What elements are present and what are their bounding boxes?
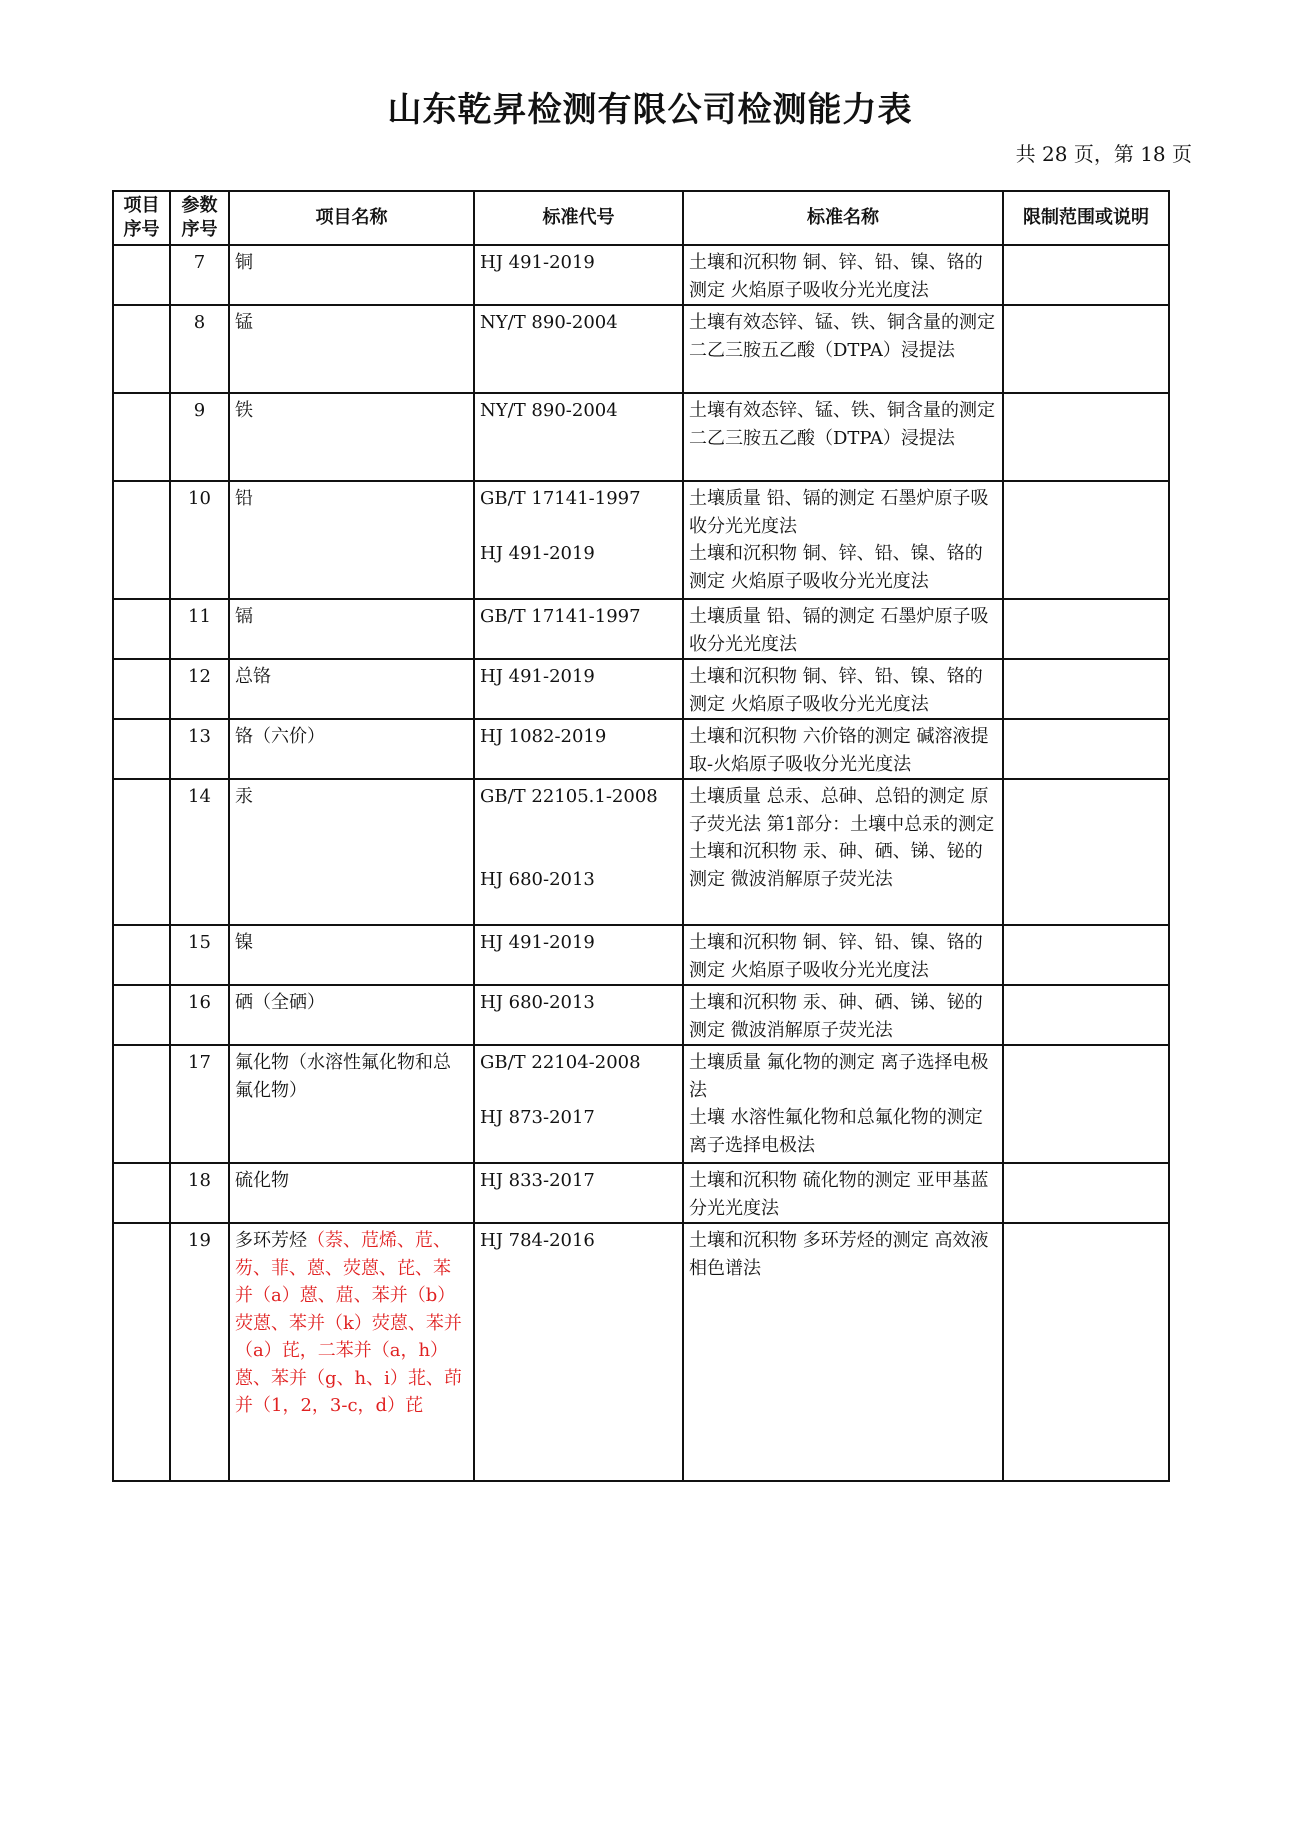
param-no-cell: 15 (170, 925, 229, 985)
param-no-cell: 18 (170, 1163, 229, 1223)
item-no-cell (113, 393, 170, 481)
standard-code: HJ 491-2019 (480, 543, 595, 564)
item-no-cell (113, 719, 170, 779)
standard-code: HJ 680-2013 (480, 868, 595, 890)
standard-name-cell: 土壤和沉积物 铜、锌、铅、镍、铬的测定 火焰原子吸收分光光度法 (683, 245, 1003, 305)
param-no-cell: 11 (170, 599, 229, 659)
table-row (113, 1163, 1169, 1223)
standard-name: 土壤 水溶性氟化物和总氟化物的测定 离子选择电极法 (689, 1107, 983, 1156)
table-row (113, 925, 1169, 985)
item-name-cell: 硒（全硒） (229, 985, 474, 1045)
item-name-cell: 铬（六价） (229, 719, 474, 779)
limit-cell (1003, 1045, 1169, 1163)
standard-code: HJ 491-2019 (480, 932, 595, 953)
table-row (113, 985, 1169, 1045)
item-no-cell (113, 985, 170, 1045)
standard-name-cell: 土壤和沉积物 六价铬的测定 碱溶液提取-火焰原子吸收分光光度法 (683, 719, 1003, 779)
standard-code: HJ 873-2017 (480, 1107, 595, 1128)
header-item-no: 项目序号 (113, 191, 170, 245)
item-name-cell: 铜 (229, 245, 474, 305)
table-row (113, 1045, 1169, 1163)
table-header-row (113, 191, 1169, 245)
standard-code: HJ 680-2013 (480, 992, 595, 1013)
limit-cell (1003, 659, 1169, 719)
standard-name-cell: 土壤和沉积物 铜、锌、铅、镍、铬的测定 火焰原子吸收分光光度法 (683, 925, 1003, 985)
standard-code-cell (474, 719, 683, 779)
standard-name: 土壤质量 氟化物的测定 离子选择电极法 (689, 1052, 989, 1101)
item-name-cell: 锰 (229, 305, 474, 393)
document-title: 山东乾昇检测有限公司检测能力表 (387, 90, 913, 130)
item-name-cell: 总铬 (229, 659, 474, 719)
header-item-name: 项目名称 (229, 191, 474, 245)
standard-code-cell (474, 985, 683, 1045)
standard-code-cell (474, 599, 683, 659)
header-limit-scope: 限制范围或说明 (1003, 191, 1169, 245)
item-name-cell: 镍 (229, 925, 474, 985)
table-row (113, 1223, 1169, 1481)
standard-code: HJ 1082-2019 (480, 726, 607, 747)
standard-code: HJ 491-2019 (480, 252, 595, 273)
item-name-cell: 氟化物（水溶性氟化物和总氟化物） (229, 1045, 474, 1163)
item-name-detail: （萘、苊烯、苊、芴、菲、蒽、荧蒽、芘、苯并（a）蒽、䓛、苯并（b）荧蒽、苯并（k）荧蒽、苯并（a）芘，二苯并（a，h）蒽、苯并（g、h、i）苝、茚并（1，2，3-c，d）芘 (235, 1230, 462, 1416)
standard-code-cell (474, 305, 683, 393)
param-no-cell: 8 (170, 305, 229, 393)
item-no-cell (113, 925, 170, 985)
standard-name-cell: 土壤和沉积物 硫化物的测定 亚甲基蓝分光光度法 (683, 1163, 1003, 1223)
standard-name: 土壤质量 铅、镉的测定 石墨炉原子吸收分光光度法 (689, 488, 989, 537)
param-no-cell: 13 (170, 719, 229, 779)
item-name-cell: 硫化物 (229, 1163, 474, 1223)
standard-name-cell: 土壤和沉积物 铜、锌、铅、镍、铬的测定 火焰原子吸收分光光度法 (683, 659, 1003, 719)
item-no-cell (113, 599, 170, 659)
standard-name-cell: 土壤和沉积物 汞、砷、硒、锑、铋的测定 微波消解原子荧光法 (683, 985, 1003, 1045)
table-row (113, 779, 1169, 925)
standard-name-cell: 土壤有效态锌、锰、铁、铜含量的测定 二乙三胺五乙酸（DTPA）浸提法 (683, 305, 1003, 393)
item-no-cell (113, 779, 170, 925)
standard-code: GB/T 17141-1997 (480, 606, 641, 627)
limit-cell (1003, 779, 1169, 925)
item-no-cell (113, 245, 170, 305)
standard-name-cell: 土壤质量 铅、镉的测定 石墨炉原子吸收分光光度法 (683, 599, 1003, 659)
table-row (113, 305, 1169, 393)
item-no-cell (113, 481, 170, 599)
limit-cell (1003, 481, 1169, 599)
param-no-cell: 12 (170, 659, 229, 719)
page-info: 共 28 页，第 18 页 (1015, 142, 1192, 166)
standard-code-cell (474, 925, 683, 985)
header-param-no: 参数序号 (170, 191, 229, 245)
item-no-cell (113, 305, 170, 393)
limit-cell (1003, 393, 1169, 481)
param-no-cell: 17 (170, 1045, 229, 1163)
item-no-cell (113, 1163, 170, 1223)
item-name-cell: 铅 (229, 481, 474, 599)
table-row (113, 245, 1169, 305)
table-row (113, 481, 1169, 599)
standard-code: HJ 784-2016 (480, 1230, 595, 1251)
standard-code-cell (474, 779, 683, 925)
limit-cell (1003, 1163, 1169, 1223)
item-name: 多环芳烃 (235, 1230, 307, 1251)
table-row (113, 719, 1169, 779)
item-no-cell (113, 1045, 170, 1163)
table-row (113, 599, 1169, 659)
table-row (113, 393, 1169, 481)
item-no-cell (113, 1223, 170, 1481)
standard-code-cell (474, 1163, 683, 1223)
header-standard-name: 标准名称 (683, 191, 1003, 245)
param-no-cell: 19 (170, 1223, 229, 1481)
standard-name: 土壤和沉积物 汞、砷、硒、锑、铋的测定 微波消解原子荧光法 (689, 841, 983, 890)
standard-name-cell (683, 779, 1003, 925)
param-no-cell: 10 (170, 481, 229, 599)
standard-name-cell: 土壤和沉积物 多环芳烃的测定 高效液相色谱法 (683, 1223, 1003, 1481)
item-name-cell: 镉 (229, 599, 474, 659)
standard-code: HJ 833-2017 (480, 1170, 595, 1191)
limit-cell (1003, 599, 1169, 659)
standard-code: HJ 491-2019 (480, 666, 595, 687)
limit-cell (1003, 1223, 1169, 1481)
item-name-cell: 汞 (229, 779, 474, 925)
limit-cell (1003, 305, 1169, 393)
standard-code-cell (474, 245, 683, 305)
standard-code-cell (474, 659, 683, 719)
table-row (113, 659, 1169, 719)
standard-code: GB/T 22104-2008 (480, 1052, 641, 1073)
standard-code-cell (474, 1045, 683, 1163)
standard-name-cell (683, 481, 1003, 599)
header-standard-code: 标准代号 (474, 191, 683, 245)
item-no-cell (113, 659, 170, 719)
param-no-cell: 16 (170, 985, 229, 1045)
param-no-cell: 7 (170, 245, 229, 305)
item-name-cell: 铁 (229, 393, 474, 481)
standard-name-cell (683, 1045, 1003, 1163)
standard-code: GB/T 17141-1997 (480, 488, 641, 509)
limit-cell (1003, 245, 1169, 305)
standard-name: 土壤和沉积物 铜、锌、铅、镍、铬的测定 火焰原子吸收分光光度法 (689, 543, 983, 592)
param-no-cell: 14 (170, 779, 229, 925)
param-no-cell: 9 (170, 393, 229, 481)
standard-code: GB/T 22105.1-2008 (480, 786, 658, 807)
limit-cell (1003, 719, 1169, 779)
standard-code: NY/T 890-2004 (480, 400, 618, 421)
limit-cell (1003, 985, 1169, 1045)
standard-code: NY/T 890-2004 (480, 312, 618, 333)
standard-name: 土壤质量 总汞、总砷、总铅的测定 原子荧光法 第1部分：土壤中总汞的测定 (689, 786, 995, 835)
standard-code-cell (474, 393, 683, 481)
standard-code-cell (474, 481, 683, 599)
limit-cell (1003, 925, 1169, 985)
item-name-cell (229, 1223, 474, 1481)
standard-name-cell: 土壤有效态锌、锰、铁、铜含量的测定 二乙三胺五乙酸（DTPA）浸提法 (683, 393, 1003, 481)
standard-code-cell (474, 1223, 683, 1481)
capability-table (112, 190, 1170, 1482)
